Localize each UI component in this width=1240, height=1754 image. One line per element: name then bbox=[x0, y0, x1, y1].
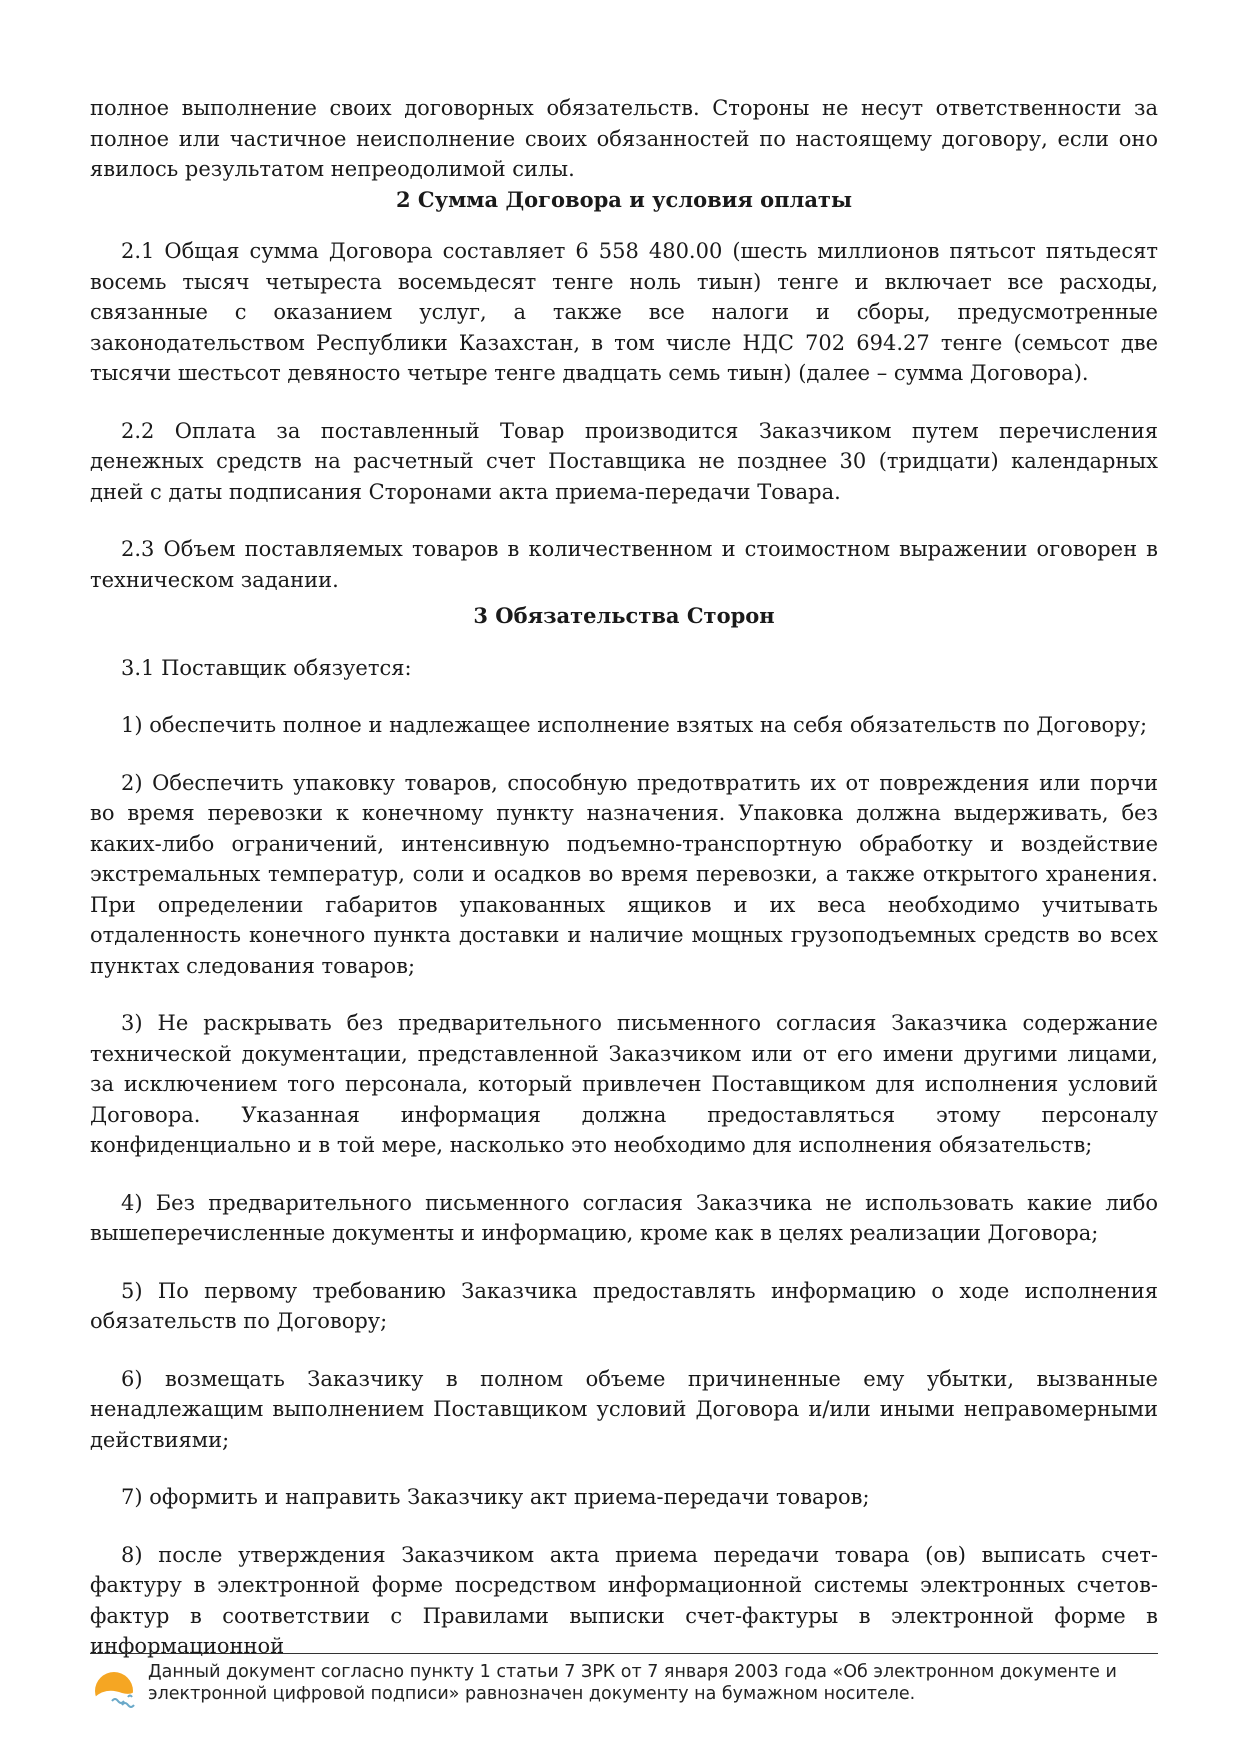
footer bbox=[90, 1659, 1158, 1719]
obligation-5: 5) По первому требованию Заказчика предоставлять информацию о ходе исполнения обязательств по Договору; bbox=[90, 1278, 1158, 1333]
obligation-2: 2) Обеспечить упаковку товаров, способную предотвратить их от повреждения или порчи во время перевозки к конечному пункту назначения. Упаковка должна выдерживать, без каких-либо ограничений, интенсивную подъемно-транспортную обработку и воздействие экстремальных температур, соли и осадков во время перевозки, а также открытого хранения. При определении габаритов упакованных ящиков и их веса необходимо учитывать отдаленность конечного пункта доставки и наличие мощных грузоподъемных средств во всех пунктах следования товаров; bbox=[90, 770, 1158, 978]
e-signature-logo-icon bbox=[92, 1667, 140, 1713]
obligation-1: 1) обеспечить полное и надлежащее исполнение взятых на себя обязательств по Договору; bbox=[121, 713, 1148, 737]
section-3-heading: 3 Обязательства Сторон bbox=[473, 603, 775, 628]
obligation-7: 7) оформить и направить Заказчику акт приема-передачи товаров; bbox=[121, 1485, 870, 1509]
obligation-3: 3) Не раскрывать без предварительного письменного согласия Заказчика содержание технической документации, представленной Заказчиком или от его имени другими лицами, за исключением того персонала, который привлечен Поставщиком для исполнения условий Договора. Указанная информация должна предоставляться этому персоналу конфиденциально и в той мере, насколько это необходимо для исполнения обязательств; bbox=[90, 1011, 1158, 1157]
obligation-6: 6) возмещать Заказчику в полном объеме причиненные ему убытки, вызванные ненадлежащим выполнением Поставщиком условий Договора и/или иными неправомерными действиями; bbox=[90, 1366, 1158, 1452]
intro-paragraph: полное выполнение своих договорных обязательств. Стороны не несут ответственности за полное или частичное неисполнение своих обязанностей по настоящему договору, если оно явилось результатом непреодолимой силы. bbox=[90, 96, 1158, 181]
clause-2-2: 2.2 Оплата за поставленный Товар производится Заказчиком путем перечисления денежных средств на расчетный счет Поставщика не позднее 30 (тридцати) календарных дней с даты подписания Сторонами акта приема-передачи Товара. bbox=[90, 418, 1158, 504]
footer-divider bbox=[90, 1653, 1158, 1654]
clause-3-1: 3.1 Поставщик обязуется: bbox=[121, 655, 412, 680]
clause-2-3: 2.3 Объем поставляемых товаров в количественном и стоимостном выражении оговорен в техническом задании. bbox=[90, 537, 1158, 592]
obligation-4: 4) Без предварительного письменного согласия Заказчика не использовать какие либо вышеперечисленные документы и информацию, кроме как в целях реализации Договора; bbox=[90, 1190, 1158, 1245]
document-body bbox=[90, 93, 1158, 1662]
obligation-8: 8) после утверждения Заказчиком акта приема передачи товара (ов) выписать счет-фактуру в электронной форме посредством информационной системы электронных счетов-фактур в соответствии с Правилами выписки счет-фактуры в электронной форме в информационной bbox=[90, 1542, 1158, 1658]
section-2-heading: 2 Сумма Договора и условия оплаты bbox=[395, 186, 852, 212]
footer-legal-text: Данный документ согласно пункту 1 статьи 7 ЗРК от 7 января 2003 года «Об электронном документе и электронной цифровой подписи» равнозначен документу на бумажном носителе. bbox=[148, 1662, 1117, 1704]
clause-2-1: 2.1 Общая сумма Договора составляет 6 558 480.00 (шесть миллионов пятьсот пятьдесят восемь тысяч четыреста восемьдесят тенге ноль тиын) тенге и включает все расходы, связанные с оказанием услуг, а также все налоги и сборы, предусмотренные законодательством Республики Казахстан, в том числе НДС 702 694.27 тенге (семьсот две тысячи шестьсот девяносто четыре тенге двадцать семь тиын) (далее – сумма Договора). bbox=[90, 239, 1158, 385]
